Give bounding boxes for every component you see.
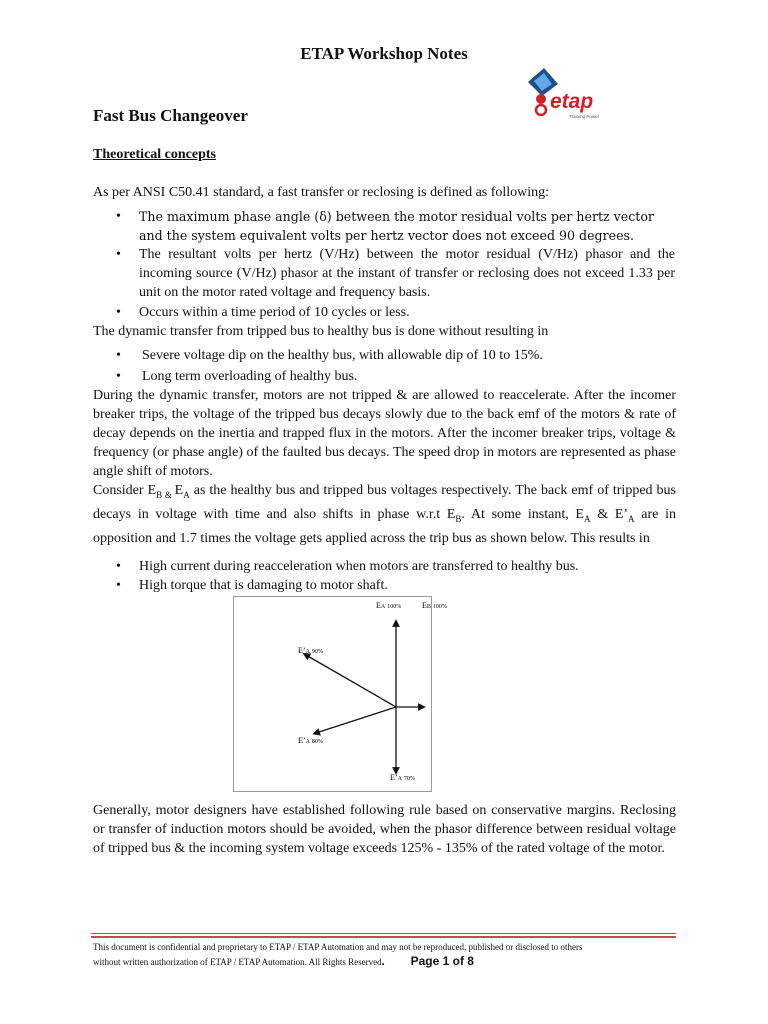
etap-logo bbox=[522, 66, 618, 124]
result-item: High torque that is damaging to motor shaft. bbox=[139, 578, 388, 593]
ea80-phasor bbox=[316, 707, 396, 733]
consider-text: are in opposition and 1.7 times the voltage gets applied across the trip bus as shown below. This results in bbox=[93, 506, 676, 546]
bullet-dot: • bbox=[116, 578, 121, 593]
ea90-phasor bbox=[306, 655, 396, 707]
bullet-dot: • bbox=[116, 305, 121, 320]
consider-text: . At some instant, E bbox=[461, 506, 584, 522]
phasor-diagram bbox=[233, 596, 447, 792]
dynamic-item: Long term overloading of healthy bus. bbox=[142, 369, 358, 384]
subsection-title: Theoretical concepts bbox=[93, 147, 216, 162]
logo-wordmark: etap bbox=[550, 90, 594, 113]
bullet-dot: • bbox=[116, 247, 121, 262]
consider-text: Consider E bbox=[93, 483, 157, 498]
footer-line-text: without written authorization of ETAP / ETAP Automation. All Rights Reserved bbox=[93, 957, 382, 967]
ea70-label: E’A 70% bbox=[390, 773, 415, 782]
bullet-dot: • bbox=[116, 348, 121, 363]
ea-label: EA 100% bbox=[376, 601, 402, 610]
footer-line bbox=[93, 954, 683, 969]
dynamic-transfer-paragraph: During the dynamic transfer, motors are not tripped & are allowed to reaccelerate. After the incomer breaker trips, the voltage of the tripped bus decays slowly due to the back emf of the motors & rate of decay depends on the inertia and trapped flux in the motors. After the incomer breaker trips, voltage & frequency (or phase angle) of the faulted bus decays. The speed drop in motors are represented as phase angle shift of motors. bbox=[93, 388, 676, 479]
intro-paragraph: As per ANSI C50.41 standard, a fast transfer or reclosing is defined as following: bbox=[93, 185, 550, 200]
criteria-item: Occurs within a time period of 10 cycles or less. bbox=[139, 305, 410, 320]
criteria-item: The resultant volts per hertz (V/Hz) between the motor residual (V/Hz) phasor and the incoming source (V/Hz) phasor at the instant of transfer or reclosing does not exceed 1.33 per unit on the motor rated voltage and frequency basis. bbox=[139, 247, 675, 300]
page-number: Page 1 of 8 bbox=[410, 954, 474, 968]
consider-text: E bbox=[174, 483, 184, 498]
ea80-label: E’A 80% bbox=[298, 736, 323, 745]
logo-tagline: Training Power bbox=[569, 114, 600, 119]
footer-rule bbox=[91, 936, 676, 938]
criteria-item: The maximum phase angle (δ) between the motor residual volts per hertz vector and the system equivalent volts per hertz vector does not exceed 90 degrees. bbox=[139, 209, 654, 243]
footer-rule bbox=[91, 933, 676, 934]
consider-sub: A bbox=[628, 513, 635, 524]
bullet-dot: • bbox=[116, 209, 121, 224]
consider-sub: B & bbox=[156, 489, 175, 500]
consider-sub: A bbox=[583, 513, 591, 524]
consider-text: & E’ bbox=[590, 506, 629, 522]
result-item: High current during reacceleration when motors are transferred to healthy bus. bbox=[139, 559, 579, 574]
consider-text: as the healthy bus and tripped bus voltages respectively. The back emf of tripped bus decays in voltage with time and also shifts in phase w.r.t E bbox=[93, 483, 676, 522]
dynamic-intro: The dynamic transfer from tripped bus to healthy bus is done without resulting in bbox=[93, 324, 549, 339]
footer-line: This document is confidential and proprietary to ETAP / ETAP Automation and may not be reproduced, published or disclosed to others bbox=[93, 942, 583, 952]
section-title: Fast Bus Changeover bbox=[93, 106, 248, 125]
bullet-dot: • bbox=[116, 369, 121, 384]
eb-label: EB 100% bbox=[422, 601, 447, 610]
bullet-dot: • bbox=[116, 559, 121, 574]
document-title: ETAP Workshop Notes bbox=[300, 44, 468, 63]
consider-paragraph bbox=[93, 481, 676, 548]
footer-period: . bbox=[381, 954, 385, 968]
consider-sub: A bbox=[183, 489, 190, 500]
footer-notice bbox=[93, 940, 683, 969]
ea90-label: E’A 90% bbox=[298, 646, 323, 655]
etap-logo-graphic bbox=[522, 66, 618, 124]
consider-sub: B bbox=[455, 513, 462, 524]
dynamic-item: Severe voltage dip on the healthy bus, with allowable dip of 10 to 15%. bbox=[142, 348, 543, 363]
general-paragraph: Generally, motor designers have established following rule based on conservative margins. Reclosing or transfer of induction motors should be avoided, when the phasor difference between residual voltage of tripped bus & the incoming system voltage exceeds 125% - 135% of the rated voltage of the motor. bbox=[93, 803, 676, 856]
